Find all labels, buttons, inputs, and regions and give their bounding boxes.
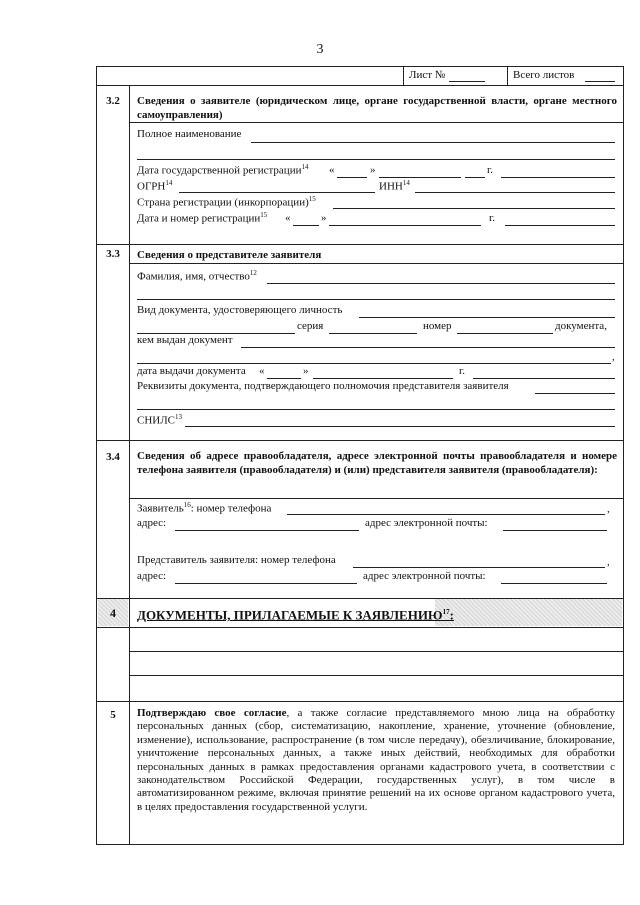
consent-lead: Подтверждаю свое согласие (137, 707, 287, 719)
header-divider (403, 67, 404, 85)
reg-date-open-quote: « (329, 164, 335, 176)
full-name-field-2[interactable] (137, 159, 615, 160)
number-field[interactable] (457, 333, 553, 334)
applicant-email-field[interactable] (503, 530, 607, 531)
row-divider (97, 244, 623, 245)
applicant-address-label: адрес: (137, 517, 167, 529)
rep-email-label: адрес электронной почты: (363, 570, 486, 582)
number-label: номер (423, 320, 452, 332)
issue-year-label: г. (459, 365, 466, 377)
reg-dn-number-field[interactable] (505, 225, 615, 226)
issued-by-field-2[interactable] (137, 363, 611, 364)
reg-date-label: Дата государственной регистрации$^{14}$ (137, 163, 309, 177)
reg-dn-close-quote: » (321, 212, 327, 224)
full-name-field[interactable] (251, 142, 615, 143)
row-divider (97, 627, 623, 628)
reg-month-field[interactable] (379, 177, 461, 178)
authority-label: Реквизиты документа, подтверждающего полномочия представителя заявителя (137, 380, 509, 392)
row-divider (97, 701, 623, 702)
row-divider (129, 263, 623, 264)
id-doc-label: Вид документа, удостоверяющего личность (137, 304, 343, 316)
rep-phone-field[interactable] (353, 567, 605, 568)
sheet-number-field[interactable] (449, 81, 485, 82)
snils-label: СНИЛС$^{13}$ (137, 413, 183, 427)
applicant-address-field[interactable] (175, 530, 359, 531)
issue-date-label: дата выдачи документа (137, 365, 246, 377)
series-field[interactable] (329, 333, 417, 334)
row-divider (129, 498, 623, 499)
total-sheets-field[interactable] (585, 81, 615, 82)
document-label: документа, (555, 320, 607, 332)
country-label: Страна регистрации (инкорпорации)$^{15}$ (137, 195, 316, 209)
row-divider (129, 122, 623, 123)
issue-date-open-quote: « (259, 365, 265, 377)
full-name-label: Полное наименование (137, 128, 242, 140)
rep-address-field[interactable] (175, 583, 357, 584)
header-divider (507, 67, 508, 85)
reg-dn-month-field[interactable] (329, 225, 481, 226)
section-number: 3.4 (106, 451, 120, 463)
rep-email-field[interactable] (501, 583, 607, 584)
issue-date-close-quote: » (303, 365, 309, 377)
shaded-cell (435, 599, 622, 626)
rep-phone-comma: , (607, 556, 610, 568)
reg-dn-open-quote: « (285, 212, 291, 224)
reg-date-number-label: Дата и номер регистрации$^{15}$ (137, 211, 268, 225)
row-divider (97, 440, 623, 441)
id-doc-field[interactable] (359, 317, 615, 318)
page-number: 3 (316, 42, 324, 57)
section-title: ДОКУМЕНТЫ, ПРИЛАГАЕМЫЕ К ЗАЯВЛЕНИЮ$^{17}$: (137, 607, 454, 623)
series-label: серия (297, 320, 324, 332)
applicant-phone-comma: , (607, 503, 610, 515)
issued-by-field[interactable] (241, 347, 615, 348)
country-field[interactable] (333, 208, 615, 209)
reg-dn-day-field[interactable] (293, 225, 319, 226)
applicant-phone-label: Заявитель$^{16}$: номер телефона (137, 501, 272, 515)
row-divider (129, 675, 623, 676)
section-number: 3.3 (106, 248, 120, 260)
section-number: 5 (110, 709, 116, 721)
consent-body: , а также согласие представляемого мною лица на обработку персональных данных (сбор, систематизацию, накопление, хранение, уточнение (обновление, изменение), использование, распространение (в том числе передачу), обезличивание, блокирование, уничтожение персональных данных, а также иных действий, необходимых для обработки персональных данных в рамках предоставления органами кадастрового учета, в соответствии с законодательством Российской Федерации, государственных услуг), в том числе в автоматизированном режиме, включая принятие решений на их основе органом кадастрового учета, в целях предоставления государственной услуги. (137, 707, 615, 813)
applicant-phone-field[interactable] (287, 514, 605, 515)
snils-field[interactable] (185, 426, 615, 427)
sheet-number: Лист № (409, 69, 446, 81)
section-title: Сведения об адресе правообладателя, адресе электронной почты правообладателя и номере телефона заявителя (правообладателя) и (или) представителя заявителя (правообладателя): (137, 450, 617, 476)
issue-month-field[interactable] (313, 378, 453, 379)
total-sheets: Всего листов (513, 69, 575, 81)
reg-day-field[interactable] (337, 177, 367, 178)
authority-field-2[interactable] (137, 409, 615, 410)
reg-date-close-quote: » (370, 164, 376, 176)
reg-year-field[interactable] (465, 177, 485, 178)
issue-date-extra-field[interactable] (473, 378, 615, 379)
section-number: 4 (110, 606, 116, 620)
fio-label: Фамилия, имя, отчество$^{12}$ (137, 269, 257, 283)
inn-label: ИНН$^{14}$ (379, 179, 410, 193)
ogrn-field[interactable] (179, 192, 375, 193)
issued-by-label: кем выдан документ (137, 334, 233, 346)
column-divider (129, 85, 130, 844)
reg-dn-year-label: г. (489, 212, 496, 224)
section-title: Сведения о представителе заявителя (137, 249, 322, 261)
fio-field-2[interactable] (137, 299, 615, 300)
reg-date-extra-field[interactable] (501, 177, 615, 178)
ogrn-label: ОГРН$^{14}$ (137, 179, 173, 193)
applicant-email-label: адрес электронной почты: (365, 517, 488, 529)
inn-field[interactable] (415, 192, 615, 193)
rep-address-label: адрес: (137, 570, 167, 582)
issue-day-field[interactable] (267, 378, 301, 379)
authority-field[interactable] (535, 393, 615, 394)
row-divider (97, 85, 623, 86)
form-frame (96, 66, 624, 845)
section-number: 3.2 (106, 95, 120, 107)
fio-field[interactable] (267, 283, 615, 284)
consent-text (137, 707, 615, 814)
section-title: Сведения о заявителе (юридическом лице, органе государственной власти, органе местного самоуправления) (137, 95, 617, 121)
reg-year-label: г. (487, 164, 494, 176)
rep-phone-label: Представитель заявителя: номер телефона (137, 554, 336, 566)
issued-by-comma: , (612, 351, 615, 363)
row-divider (129, 651, 623, 652)
